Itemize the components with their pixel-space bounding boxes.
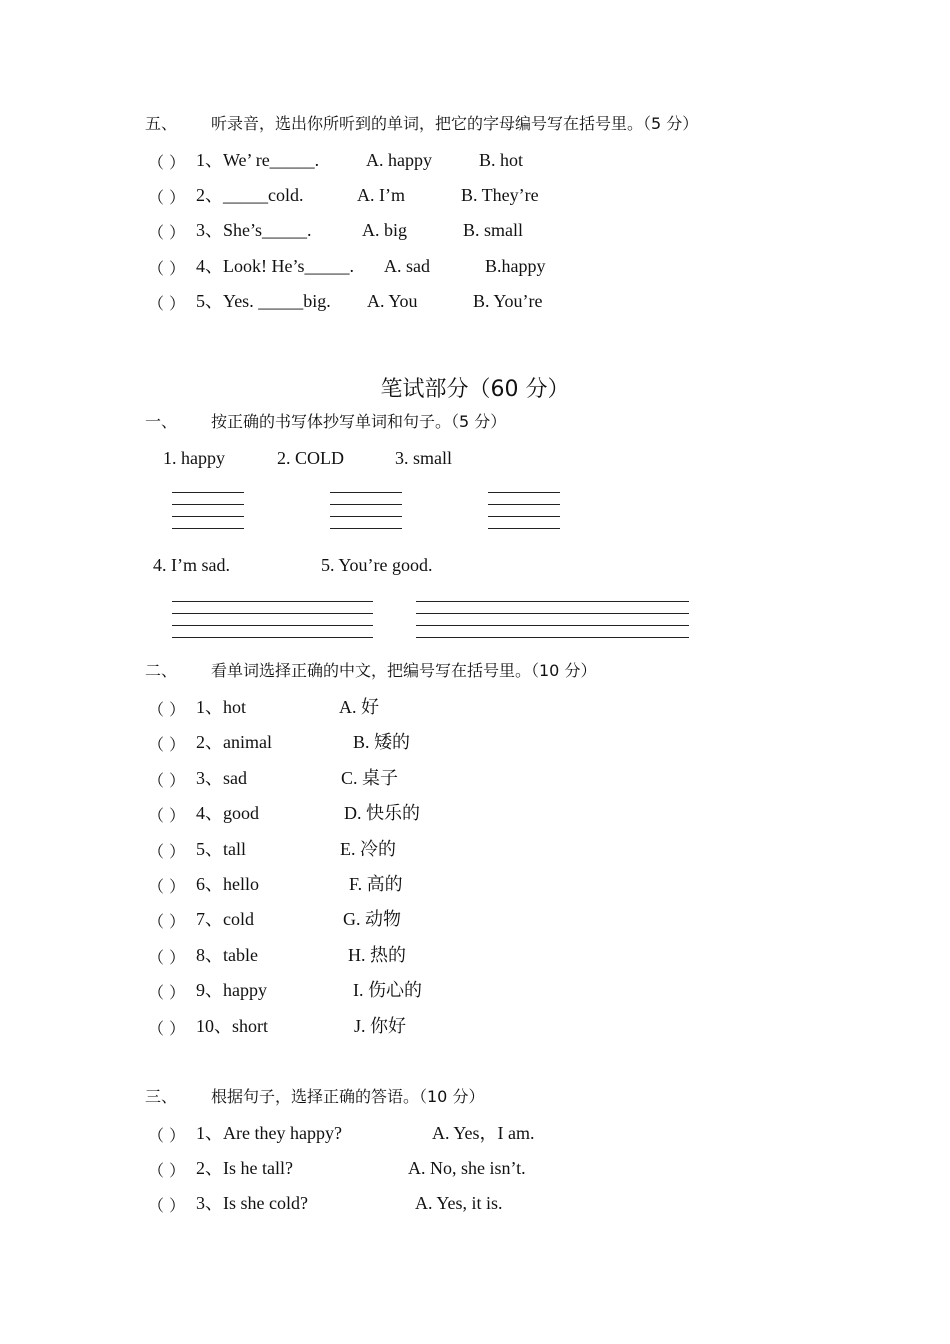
question-text: 5、Yes. _____big.	[196, 291, 331, 311]
option-text: A. No, she isn’t.	[408, 1158, 526, 1178]
copy-word: 1. happy	[163, 448, 225, 468]
option-b: B. You’re	[473, 291, 543, 311]
written-part-title: 笔试部分（60 分）	[380, 377, 570, 402]
section-title: 按正确的书写体抄写单词和句子。（5 分）	[211, 412, 507, 431]
section-number: 二、	[145, 661, 178, 680]
question-text: 4、Look! He’s_____.	[196, 256, 354, 276]
question-text: 3、Is she cold?	[196, 1193, 308, 1213]
option-b: B. They’re	[461, 185, 539, 205]
option-text: G. 动物	[343, 909, 401, 929]
answer-bracket[interactable]: （ ）	[148, 1126, 186, 1145]
question-text: 9、happy	[196, 980, 267, 1000]
answer-bracket[interactable]: （ ）	[148, 294, 186, 313]
answer-bracket[interactable]: （ ）	[148, 948, 186, 967]
question-text: 8、table	[196, 945, 258, 965]
option-text: D. 快乐的	[344, 803, 420, 823]
option-a: A. I’m	[357, 185, 405, 205]
answer-bracket[interactable]: （ ）	[148, 877, 186, 896]
answer-bracket[interactable]: （ ）	[148, 700, 186, 719]
option-b: B. hot	[479, 150, 524, 170]
option-a: A. sad	[384, 256, 430, 276]
question-text: 6、hello	[196, 874, 259, 894]
section-title: 看单词选择正确的中文，把编号写在括号里。（10 分）	[211, 661, 597, 680]
option-text: C. 桌子	[341, 768, 399, 788]
answer-bracket[interactable]: （ ）	[148, 223, 186, 242]
answer-bracket[interactable]: （ ）	[148, 983, 186, 1002]
answer-bracket[interactable]: （ ）	[148, 771, 186, 790]
option-text: H. 热的	[348, 945, 406, 965]
section-number: 三、	[145, 1087, 178, 1106]
question-text: 7、cold	[196, 909, 254, 929]
copy-word: 3. small	[395, 448, 452, 468]
section-number: 五、	[145, 114, 178, 133]
option-a: A. happy	[366, 150, 432, 170]
section-number: 一、	[145, 412, 178, 431]
option-text: F. 高的	[349, 874, 403, 894]
option-b: B. small	[463, 220, 524, 240]
answer-bracket[interactable]: （ ）	[148, 735, 186, 754]
answer-bracket[interactable]: （ ）	[148, 188, 186, 207]
option-text: A. Yes，I am.	[432, 1123, 535, 1143]
answer-bracket[interactable]: （ ）	[148, 259, 186, 278]
answer-bracket[interactable]: （ ）	[148, 806, 186, 825]
answer-bracket[interactable]: （ ）	[148, 153, 186, 172]
option-text: J. 你好	[354, 1016, 407, 1036]
question-text: 5、tall	[196, 839, 246, 859]
answer-bracket[interactable]: （ ）	[148, 1196, 186, 1215]
answer-bracket[interactable]: （ ）	[148, 1019, 186, 1038]
question-text: 2、_____cold.	[196, 185, 304, 205]
question-text: 1、hot	[196, 697, 247, 717]
section-title: 根据句子，选择正确的答语。（10 分）	[211, 1087, 485, 1106]
answer-bracket[interactable]: （ ）	[148, 842, 186, 861]
option-b: B.happy	[485, 256, 546, 276]
option-text: B. 矮的	[353, 732, 411, 752]
option-text: A. Yes, it is.	[415, 1193, 503, 1213]
question-text: 1、We’ re_____.	[196, 150, 320, 170]
option-a: A. You	[367, 291, 418, 311]
copy-sentence: 5. You’re good.	[321, 555, 433, 575]
option-a: A. big	[362, 220, 407, 240]
copy-word: 2. COLD	[277, 448, 344, 468]
question-text: 2、animal	[196, 732, 272, 752]
question-text: 3、She’s_____.	[196, 220, 312, 240]
option-text: E. 冷的	[340, 839, 396, 859]
section-title: 听录音，选出你所听到的单词，把它的字母编号写在括号里。（5 分）	[211, 114, 699, 133]
question-text: 10、short	[196, 1016, 268, 1036]
question-text: 1、Are they happy?	[196, 1123, 342, 1143]
copy-sentence: 4. I’m sad.	[153, 555, 230, 575]
option-text: A. 好	[339, 697, 379, 717]
option-text: I. 伤心的	[353, 980, 422, 1000]
answer-bracket[interactable]: （ ）	[148, 1161, 186, 1180]
question-text: 4、good	[196, 803, 259, 823]
question-text: 2、Is he tall?	[196, 1158, 293, 1178]
question-text: 3、sad	[196, 768, 247, 788]
answer-bracket[interactable]: （ ）	[148, 912, 186, 931]
